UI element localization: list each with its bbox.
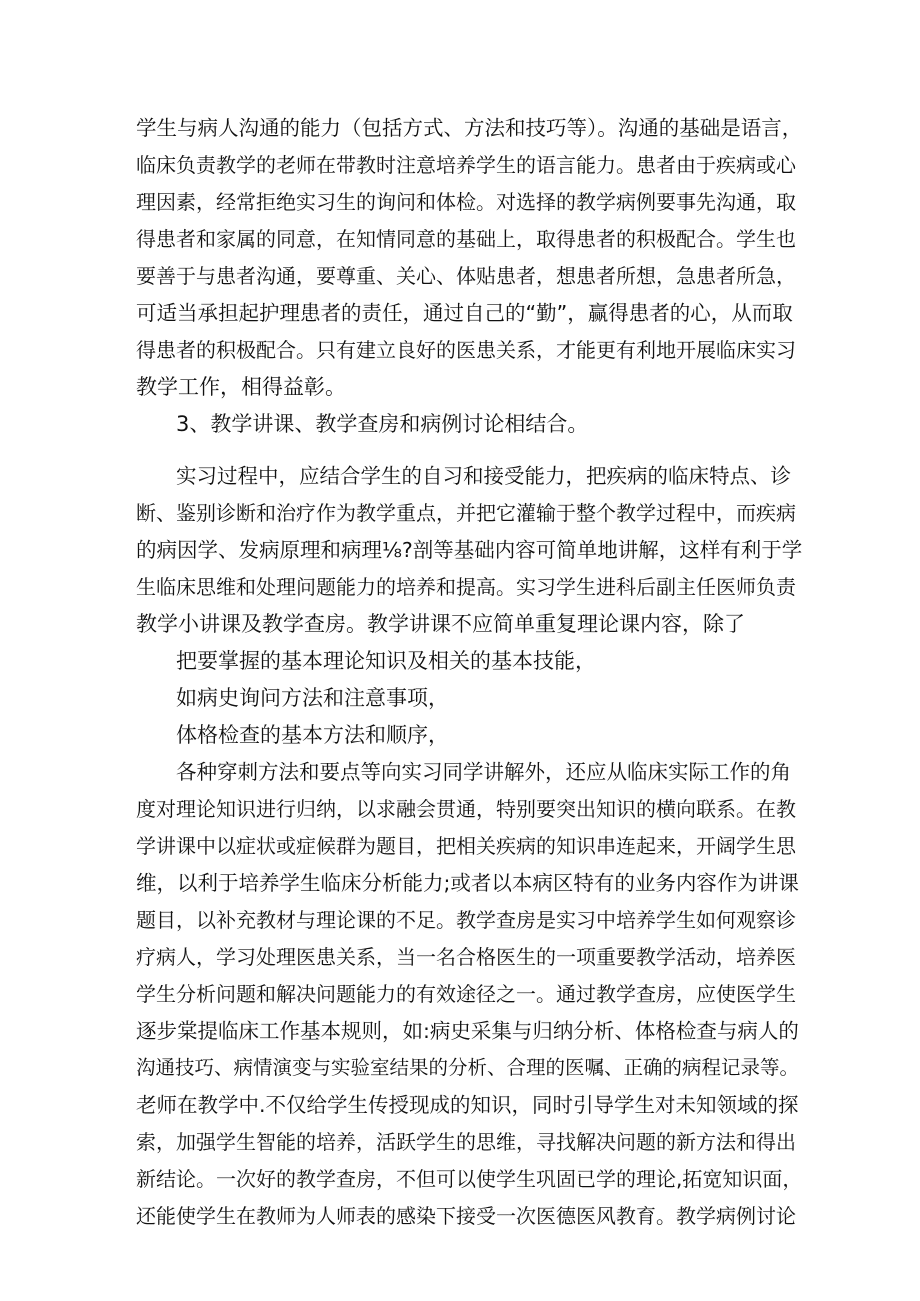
text-line: 得患者的积极配合。只有建立良好的医患关系，才能更有利地开展临床实习 <box>136 338 796 362</box>
text-line: 老师在教学中.不仅给学生传授现成的知识，同时引导学生对未知领域的探 <box>136 1093 799 1117</box>
text-line: 沟通技巧、病情演变与实验室结果的分析、合理的医嘱、正确的病程记录等。 <box>136 1056 800 1079</box>
text-line: 索，加强学生智能的培养，活跃学生的思维，寻找解决问题的新方法和得出 <box>136 1130 796 1154</box>
text-line: 各种穿刺方法和要点等向实习同学讲解外，还应从临床实际工作的角 <box>176 760 791 784</box>
section-heading: 3、教学讲课、教学查房和病例讨论相结合。 <box>176 412 589 436</box>
text-line: 把要掌握的基本理论知识及相关的基本技能， <box>176 649 596 673</box>
text-line: 逐步棠提临床工作基本规则，如:病史采集与归纳分析、体格检查与病人的 <box>136 1019 799 1043</box>
text-line: 度对理论知识进行归纳，以求融会贯通，特别要突出知识的横向联系。在教 <box>136 797 796 821</box>
text-line: 学生分析问题和解决问题能力的有效途径之一。通过教学查房，应使医学生 <box>136 982 796 1006</box>
text-line: 体格检查的基本方法和顺序， <box>176 723 449 747</box>
text-line: 断、鉴别诊断和治疗作为教学重点，并把它灌输于整个教学过程中，而疾病 <box>136 501 796 525</box>
text-line: 新结论。一次好的教学查房，不但可以使学生巩固已学的理论,拓宽知识面， <box>136 1167 803 1191</box>
text-line: 的病因学、发病原理和病理⅛?剖等基础内容可简单地讲解，这样有利于学 <box>136 538 803 562</box>
text-line: 理因素，经常拒绝实习生的询问和体检。对选择的教学病例要事先沟通，取 <box>136 190 796 214</box>
text-line: 如病史询问方法和注意事项， <box>176 686 449 710</box>
text-line: 学生与病人沟通的能力（包括方式、方法和技巧等）。沟通的基础是语言， <box>136 116 803 140</box>
text-line: 题目，以补充教材与理论课的不足。教学查房是实习中培养学生如何观察诊 <box>136 908 796 932</box>
text-line: 还能使学生在教师为人师表的感染下接受一次医德医风教育。教学病例讨论 <box>136 1204 796 1228</box>
text-line: 要善于与患者沟通，要尊重、关心、体贴患者，想患者所想，急患者所急， <box>136 264 796 288</box>
text-line: 维，以利于培养学生临床分析能力;或者以本病区特有的业务内容作为讲课 <box>136 871 799 895</box>
text-line: 疗病人，学习处理医患关系，当一名合格医生的一项重要教学活动，培养医 <box>136 945 796 969</box>
text-line: 得患者和家属的同意，在知情同意的基础上，取得患者的积极配合。学生也 <box>136 227 796 251</box>
text-line: 临床负责教学的老师在带教时注意培养学生的语言能力。患者由于疾病或心 <box>136 153 796 177</box>
text-line: 实习过程中，应结合学生的自习和接受能力，把疾病的临床特点、诊 <box>176 464 791 488</box>
text-line: 可适当承担起护理患者的责任，通过自己的“勤”，赢得患者的心，从而取 <box>136 301 793 325</box>
text-line: 生临床思维和处理问题能力的培养和提高。实习学生进科后副主任医师负责 <box>136 575 796 599</box>
text-line: 教学工作，相得益彰。 <box>136 375 346 399</box>
text-line: 学讲课中以症状或症候群为题目，把相关疾病的知识串连起来，开阔学生思 <box>136 834 796 858</box>
text-line: 教学小讲课及教学查房。教学讲课不应简单重复理论课内容，除了 <box>136 612 745 636</box>
